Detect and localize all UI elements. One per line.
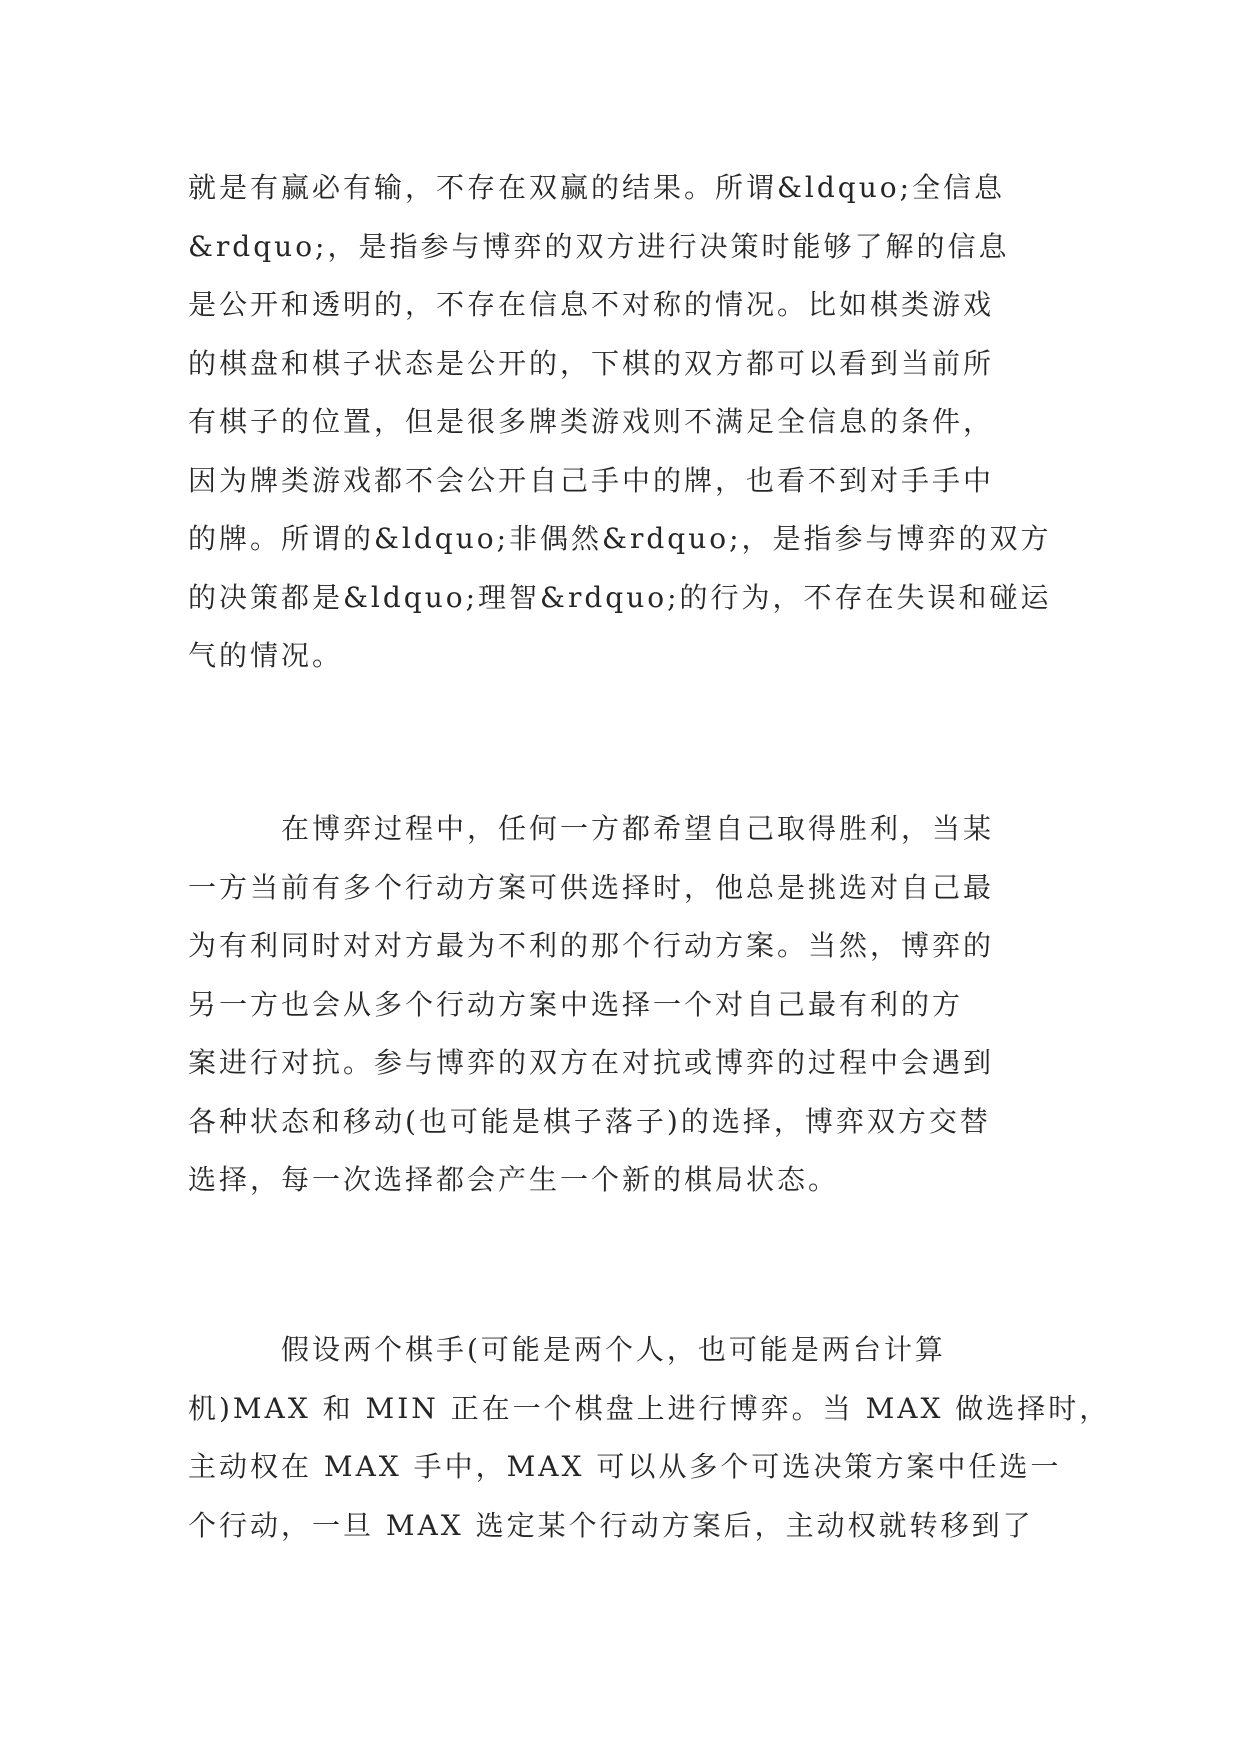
paragraph-line: 各种状态和移动(也可能是棋子落子)的选择，博弈双方交替 [188,1104,991,1138]
paragraph-1 [188,159,1058,686]
paragraph-line: 个行动，一旦 MAX 选定某个行动方案后，主动权就转移到了 [188,1508,1034,1542]
paragraph-line: 为有利同时对对方最为不利的那个行动方案。当然，博弈的 [188,929,995,962]
paragraph-line: 是公开和透明的，不存在信息不对称的情况。比如棋类游戏 [188,288,995,321]
paragraph-line: 就是有赢必有输，不存在双赢的结果。所谓&ldquo;全信息 [188,171,1006,204]
paragraph-line: 在博弈过程中，任何一方都希望自己取得胜利，当某 [188,812,995,845]
paragraph-line: 另一方也会从多个行动方案中选择一个对自己最有利的方 [188,987,964,1021]
paragraph-line: 案进行对抗。参与博弈的双方在对抗或博弈的过程中会遇到 [188,1046,995,1079]
paragraph-line: 机)MAX 和 MIN 正在一个棋盘上进行博弈。当 MAX 做选择时， [188,1391,1111,1425]
paragraph-line: 的棋盘和棋子状态是公开的，下棋的双方都可以看到当前所 [188,346,995,380]
paragraph-line: 的牌。所谓的&ldquo;非偶然&rdquo;，是指参与博弈的双方 [188,522,1052,555]
paragraph-line: 的决策都是&ldquo;理智&rdquo;的行为，不存在失误和碰运 [188,580,1052,614]
paragraph-line: 气的情况。 [188,639,344,672]
paragraph-2 [188,800,1058,1210]
paragraph-line: 一方当前有多个行动方案可供选择时，他总是挑选对自己最 [188,870,995,904]
paragraph-line: 因为牌类游戏都不会公开自己手中的牌，也看不到对手手中 [188,463,995,497]
paragraph-line: 主动权在 MAX 手中，MAX 可以从多个可选决策方案中任选一 [188,1450,1062,1483]
paragraph-line: 假设两个棋手(可能是两个人，也可能是两台计算 [188,1333,946,1366]
paragraph-line: &rdquo;，是指参与博弈的双方进行决策时能够了解的信息 [188,229,1010,263]
paragraph-line: 选择，每一次选择都会产生一个新的棋局状态。 [188,1163,840,1196]
paragraph-3 [188,1321,1111,1555]
paragraph-line: 有棋子的位置，但是很多牌类游戏则不满足全信息的条件， [188,405,995,438]
